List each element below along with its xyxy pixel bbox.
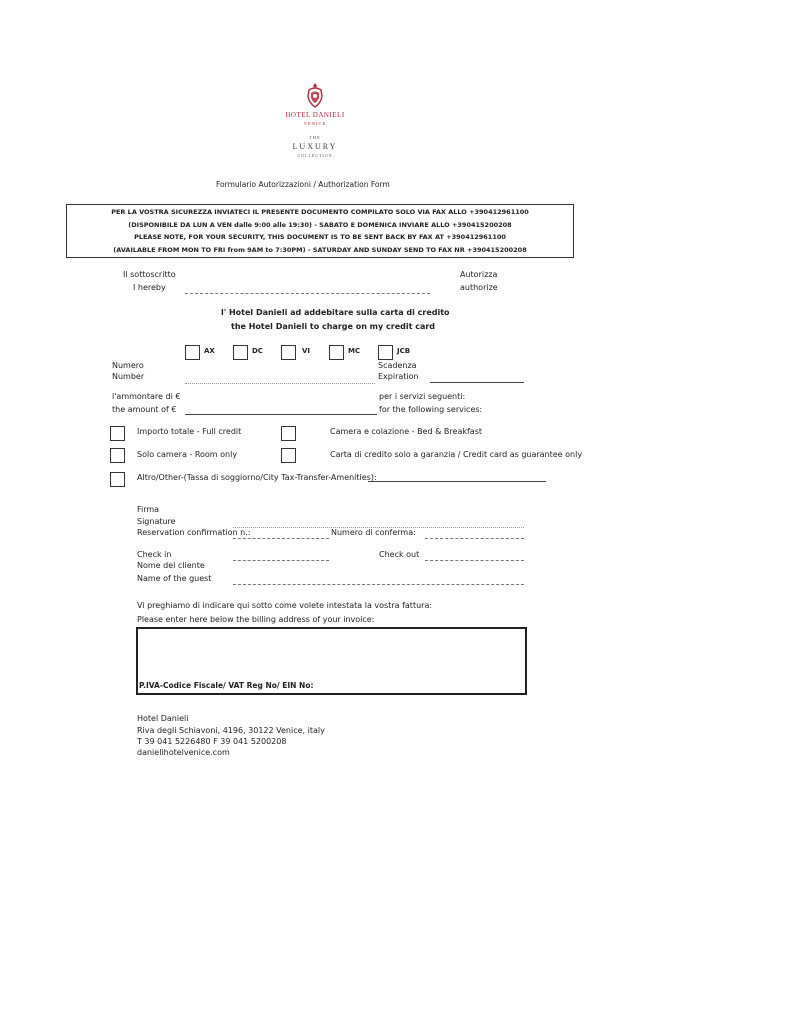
card-number-field[interactable] [185, 383, 375, 384]
full-credit-checkbox[interactable] [110, 426, 125, 441]
amount-label-en: the amount of € [112, 405, 177, 414]
other-label: Altro/Other-(Tassa di soggiorno/City Tax-Transfer-Amenities): [137, 473, 377, 482]
expiration-label-en: Expiration [378, 372, 419, 381]
notice-line: PLEASE NOTE, FOR YOUR SECURITY, THIS DOCUMENT IS TO BE SENT BACK BY FAX AT +390412961100 [134, 233, 506, 241]
notice-line: (DISPONIBILE DA LUN A VEN dalle 9:00 alle 19:30) - SABATO E DOMENICA INVIARE ALLO +390415200208 [128, 220, 512, 229]
check-out-field[interactable] [425, 560, 524, 561]
footer-phone: T 39 041 5226480 F 39 041 5200208 [137, 737, 287, 746]
card-checkbox-ax[interactable] [185, 345, 200, 360]
number-label-it: Numero [112, 361, 144, 370]
luxury-collection: COLLECTION [297, 153, 333, 158]
check-in-label: Check in [137, 550, 172, 559]
card-checkbox-vi[interactable] [281, 345, 296, 360]
hotel-city: VENICE [303, 121, 327, 126]
luxury-text: LUXURY [292, 142, 338, 151]
footer-website[interactable]: danielihotelvenice.com [137, 748, 230, 757]
expiration-field[interactable] [430, 382, 524, 383]
check-out-label: Check out [379, 550, 420, 559]
services-label-it: per i servizi seguenti: [379, 392, 466, 401]
notice-line: (AVAILABLE FROM MON TO FRI from 9AM to 7:30PM) - SATURDAY AND SUNDAY SEND TO FAX NR +390415200208 [113, 245, 527, 254]
full-credit-label: Importo totale - Full credit [137, 427, 242, 436]
other-checkbox[interactable] [110, 472, 125, 487]
guest-name-label-en: Name of the guest [137, 574, 212, 583]
form-title: Formulario Autorizzazioni / Authorization Form [216, 180, 390, 189]
guest-name-label-it: Nome del cliente [137, 561, 205, 570]
charge-text-en: the Hotel Danieli to charge on my credit card [231, 322, 436, 331]
signature-label-en: Signature [137, 517, 176, 526]
bed-breakfast-label: Camera e colazione - Bed & Breakfast [330, 427, 482, 436]
hotel-logo [280, 82, 350, 158]
number-label-en: Number [112, 372, 145, 381]
billing-instruction-en: Please enter here below the billing address of your invoice: [137, 615, 375, 624]
authorize-label-it: Autorizza [460, 270, 498, 279]
undersigned-field[interactable] [185, 293, 430, 294]
footer-address: Riva degli Schiavoni, 4196, 30122 Venice, italy [137, 726, 325, 735]
fax-notice-box [66, 204, 574, 258]
confirmation-label: Numero di conferma: [331, 528, 416, 537]
services-label-en: for the following services: [379, 405, 483, 414]
check-in-field[interactable] [233, 560, 329, 561]
charge-text-it: l' Hotel Danieli ad addebitare sulla carta di credito [221, 308, 450, 317]
card-label-mc: MC [348, 347, 361, 355]
reservation-field[interactable] [233, 538, 329, 539]
notice-line: PER LA VOSTRA SICUREZZA INVIATECI IL PRESENTE DOCUMENTO COMPILATO SOLO VIA FAX ALLO +390412961100 [111, 208, 529, 216]
reservation-label: Reservation confirmation n.: [137, 528, 251, 537]
card-label-jcb: JCB [397, 347, 411, 355]
crest-icon [305, 82, 325, 108]
guarantee-label: Carta di credito solo a garanzia / Credit card as guarantee only [330, 450, 583, 459]
vat-label: P.IVA-Codice Fiscale/ VAT Reg No/ EIN No: [139, 681, 314, 690]
card-checkbox-mc[interactable] [329, 345, 344, 360]
other-field[interactable] [368, 481, 546, 482]
signature-label-it: Firma [137, 505, 160, 514]
card-checkbox-dc[interactable] [233, 345, 248, 360]
billing-instruction-it: Vi preghiamo di indicare qui sotto come volete intestata la vostra fattura: [137, 601, 433, 610]
card-label-vi: VI [302, 347, 311, 355]
card-checkbox-jcb[interactable] [378, 345, 393, 360]
card-label-ax: AX [204, 347, 215, 355]
luxury-the: THE [309, 135, 321, 140]
bed-breakfast-checkbox[interactable] [281, 426, 296, 441]
guarantee-checkbox[interactable] [281, 448, 296, 463]
undersigned-label-it: Il sottoscritto [123, 270, 176, 279]
expiration-label-it: Scadenza [378, 361, 417, 370]
guest-name-field[interactable] [233, 584, 524, 585]
room-only-checkbox[interactable] [110, 448, 125, 463]
confirmation-field[interactable] [425, 538, 524, 539]
undersigned-label-en: I hereby [133, 283, 166, 292]
footer-hotel-name: Hotel Danieli [137, 714, 189, 723]
room-only-label: Solo camera - Room only [137, 450, 238, 459]
authorize-label-en: authorize [460, 283, 498, 292]
hotel-name: HOTEL DANIELI [285, 111, 345, 119]
card-label-dc: DC [252, 347, 263, 355]
amount-label-it: l'ammontare di € [112, 392, 181, 401]
amount-field[interactable] [185, 414, 377, 415]
